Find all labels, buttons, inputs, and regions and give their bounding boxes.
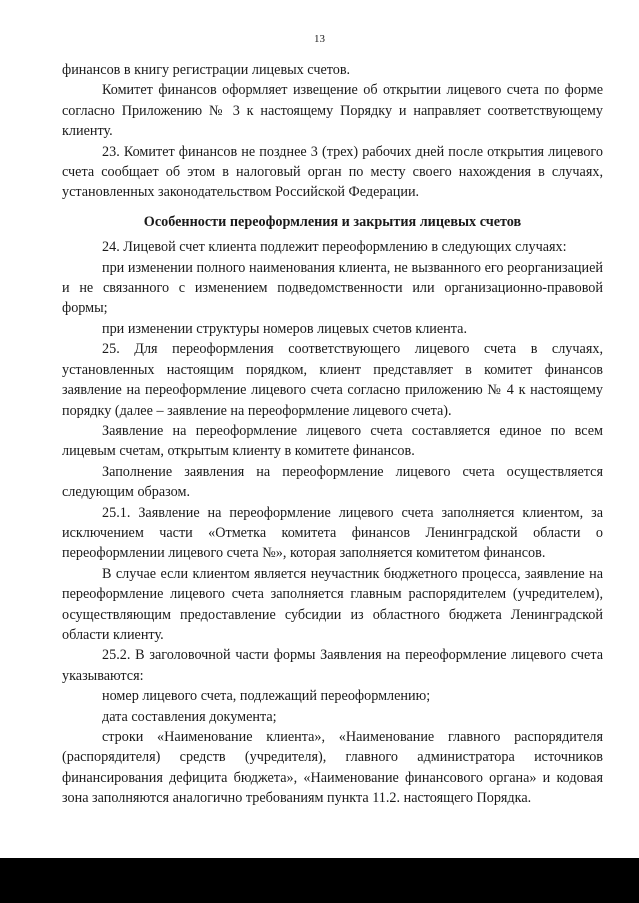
paragraph-single-application: Заявление на переоформление лицевого счета составляется единое по всем лицевым счетам, открытым клиенту в комитете финансов.: [62, 422, 603, 460]
paragraph-item-24: 24. Лицевой счет клиента подлежит переоформлению в следующих случаях:: [102, 239, 567, 256]
paragraph-case-name-change: при изменении полного наименования клиента, не вызванного его реорганизацией и не связанного с изменением подведомственности или организационно-правовой формы;: [62, 259, 603, 317]
paragraph-continuation: финансов в книгу регистрации лицевых счетов.: [62, 62, 351, 78]
paragraph-header-lines: строки «Наименование клиента», «Наименование главного распорядителя (распорядителя) средств (учредителя), главного администратора источников финансирования дефицита бюджета», «Наименование финансового органа» и кодовая зона заполняются аналогично требованиям пункта 11.2. настоящего Порядка.: [62, 729, 603, 807]
scan-bottom-border: [0, 858, 639, 903]
section-heading: Особенности переоформления и закрытия лицевых счетов: [143, 213, 522, 230]
page-number: 13: [314, 33, 325, 45]
paragraph-item-25-2: 25.2. В заголовочной части формы Заявления на переоформление лицевого счета указываются:: [62, 647, 603, 684]
document-body: [62, 60, 603, 809]
paragraph-filling-order: Заполнение заявления на переоформление лицевого счета осуществляется следующим образом.: [62, 463, 603, 501]
paragraph-non-participant: В случае если клиентом является неучастник бюджетного процесса, заявление на переоформление лицевого счета заполняется главным распорядителем (учредителем), осуществляющим предоставление субсидии из областного бюджета Ленинградской области клиенту.: [62, 565, 603, 643]
paragraph-notice: Комитет финансов оформляет извещение об открытии лицевого счета по форме согласно Приложению № 3 к настоящему Порядку и направляет соответствующему клиенту.: [62, 82, 603, 140]
paragraph-item-25-1: 25.1. Заявление на переоформление лицевого счета заполняется клиентом, за исключением части «Отметка комитета финансов Ленинградской области о переоформлении лицевого счета №», которая заполняется комитетом финансов.: [62, 504, 603, 562]
paragraph-document-date: дата составления документа;: [102, 708, 277, 725]
paragraph-item-23: 23. Комитет финансов не позднее 3 (трех) рабочих дней после открытия лицевого счета сообщает об этом в налоговый орган по месту своего нахождения в случаях, установленных законодательством Российской Федерации.: [62, 143, 603, 201]
paragraph-item-25: 25. Для переоформления соответствующего лицевого счета в случаях, установленных настоящим порядком, клиент представляет в комитет финансов заявление на переоформление лицевого счета согласно приложению № 4 к настоящему порядку (далее – заявление на переоформление лицевого счета).: [62, 341, 603, 419]
paragraph-case-structure-change: при изменении структуры номеров лицевых счетов клиента.: [102, 320, 467, 337]
paragraph-account-number: номер лицевого счета, подлежащий переоформлению;: [102, 688, 431, 705]
